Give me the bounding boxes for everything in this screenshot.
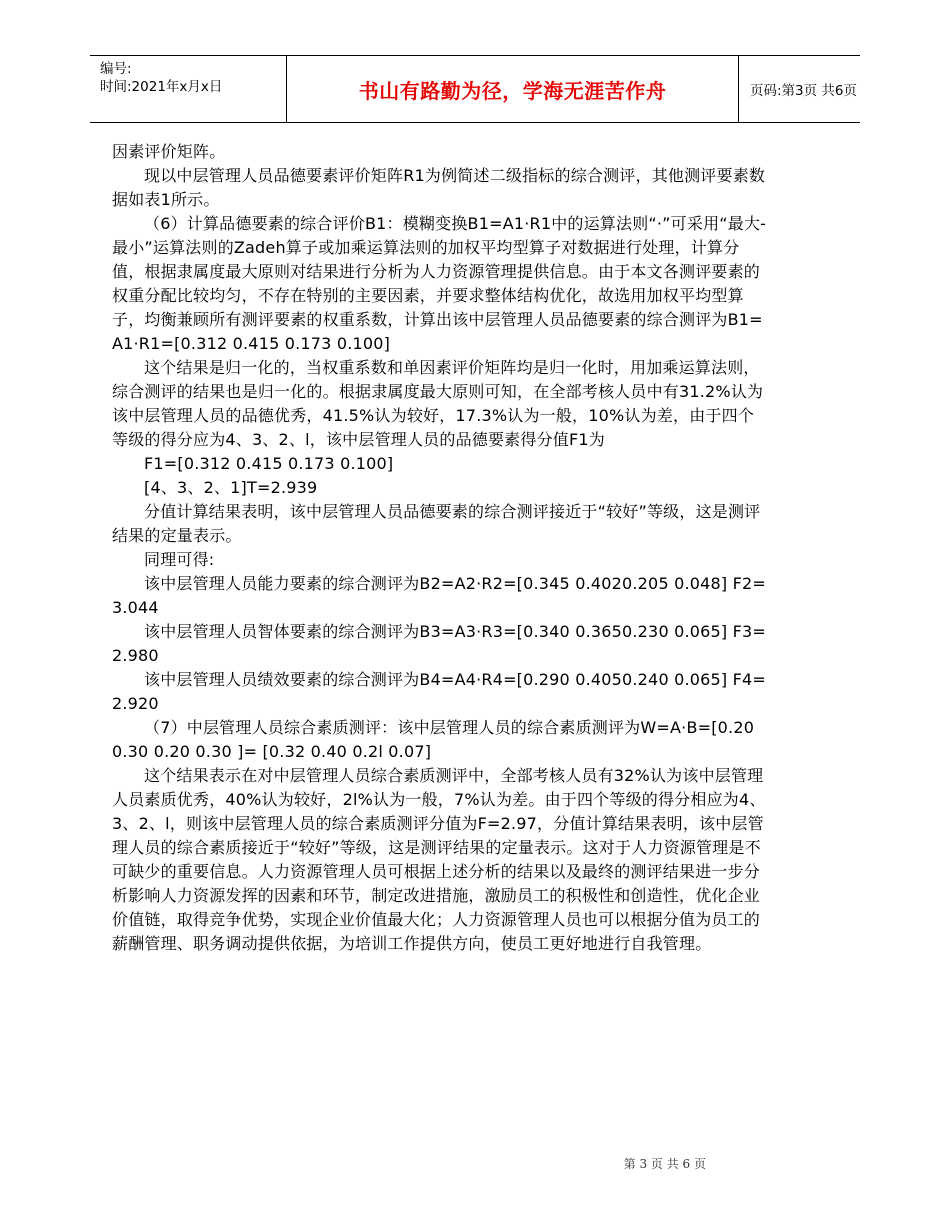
header-motto: 书山有路勤为径，学海无涯苦作舟 <box>286 56 739 122</box>
page-header <box>90 55 860 123</box>
body-paragraph: 分值计算结果表明，该中层管理人员品德要素的综合测评接近于“较好”等级，这是测评结果的定量表示。 <box>112 502 761 545</box>
document-date: 时间:2021年x月x日 <box>100 79 223 95</box>
document-number-label: 编号: <box>100 61 132 77</box>
body-paragraph: 因素评价矩阵。 <box>112 142 226 161</box>
page-footer-number: 第 3 页 共 6 页 <box>623 1157 706 1171</box>
body-paragraph: 该中层管理人员能力要素的综合测评为B2=A2·R2=[0.345 0.4020.205 0.048] F2=3.044 <box>112 574 767 617</box>
body-paragraph: 这个结果表示在对中层管理人员综合素质测评中，全部考核人员有32%认为该中层管理人员素质优秀，40%认为较好，2l%认为一般，7%认为差。由于四个等级的得分相应为4、3、2、l，则该中层管理人员的综合素质测评分值为F=2.97，分值计算结果表明，该中层管理人员的综合素质接近于“较好”等级，这是测评结果的定量表示。这对于人力资源管理是不可缺少的重要信息。人力资源管理人员可根据上述分析的结果以及最终的测评结果进一步分析影响人力资源发挥的因素和环节，制定改进措施，激励员工的积极性和创造性，优化企业价值链，取得竞争优势，实现企业价值最大化；人力资源管理人员也可以根据分值为员工的薪酬管理、职务调动提供依据，为培训工作提供方向，使员工更好地进行自我管理。 <box>112 766 766 953</box>
body-paragraph: F1=[0.312 0.415 0.173 0.100] <box>144 454 394 473</box>
body-paragraph: 这个结果是归一化的，当权重系数和单因素评价矩阵均是归一化时，用加乘运算法则，综合测评的结果也是归一化的。根据隶属度最大原则可知，在全部考核人员中有31.2%认为该中层管理人员的品德优秀，41.5%认为较好，17.3%认为一般，10%认为差，由于四个等级的得分应为4、3、2、l，该中层管理人员的品德要素得分值F1为 <box>112 358 764 449</box>
body-paragraph: [4、3、2、1]T=2.939 <box>144 478 318 497</box>
body-paragraph: 现以中层管理人员品德要素评价矩阵R1为例简述二级指标的综合测评，其他测评要素数据如表1所示。 <box>112 166 766 209</box>
document-body <box>112 140 767 956</box>
body-paragraph: 该中层管理人员绩效要素的综合测评为B4=A4·R4=[0.290 0.4050.240 0.065] F4=2.920 <box>112 670 767 713</box>
body-paragraph: 该中层管理人员智体要素的综合测评为B3=A3·R3=[0.340 0.3650.230 0.065] F3=2.980 <box>112 622 767 665</box>
header-meta <box>100 56 285 126</box>
body-paragraph: （7）中层管理人员综合素质测评：该中层管理人员的综合素质测评为W=A·B=[0.20 0.30 0.20 0.30 ]= [0.32 0.40 0.2l 0.07] <box>112 718 755 761</box>
body-paragraph: （6）计算品德要素的综合评价B1：模糊变换B1=A1·R1中的运算法则“·”可采用“最大-最小”运算法则的Zadeh算子或加乘运算法则的加权平均型算子对数据进行处理，计算分值，根据隶属度最大原则对结果进行分析为人力资源管理提供信息。由于本文各测评要素的权重分配比较均匀，不存在特别的主要因素，并要求整体结构优化，故选用加权平均型算子，均衡兼顾所有测评要素的权重系数，计算出该中层管理人员品德要素的综合测评为B1=A1·R1=[0.312 0.415 0.173 0.100] <box>112 214 767 353</box>
header-page-info: 页码:第3页 共6页 <box>750 83 858 99</box>
body-paragraph: 同理可得: <box>144 550 215 569</box>
